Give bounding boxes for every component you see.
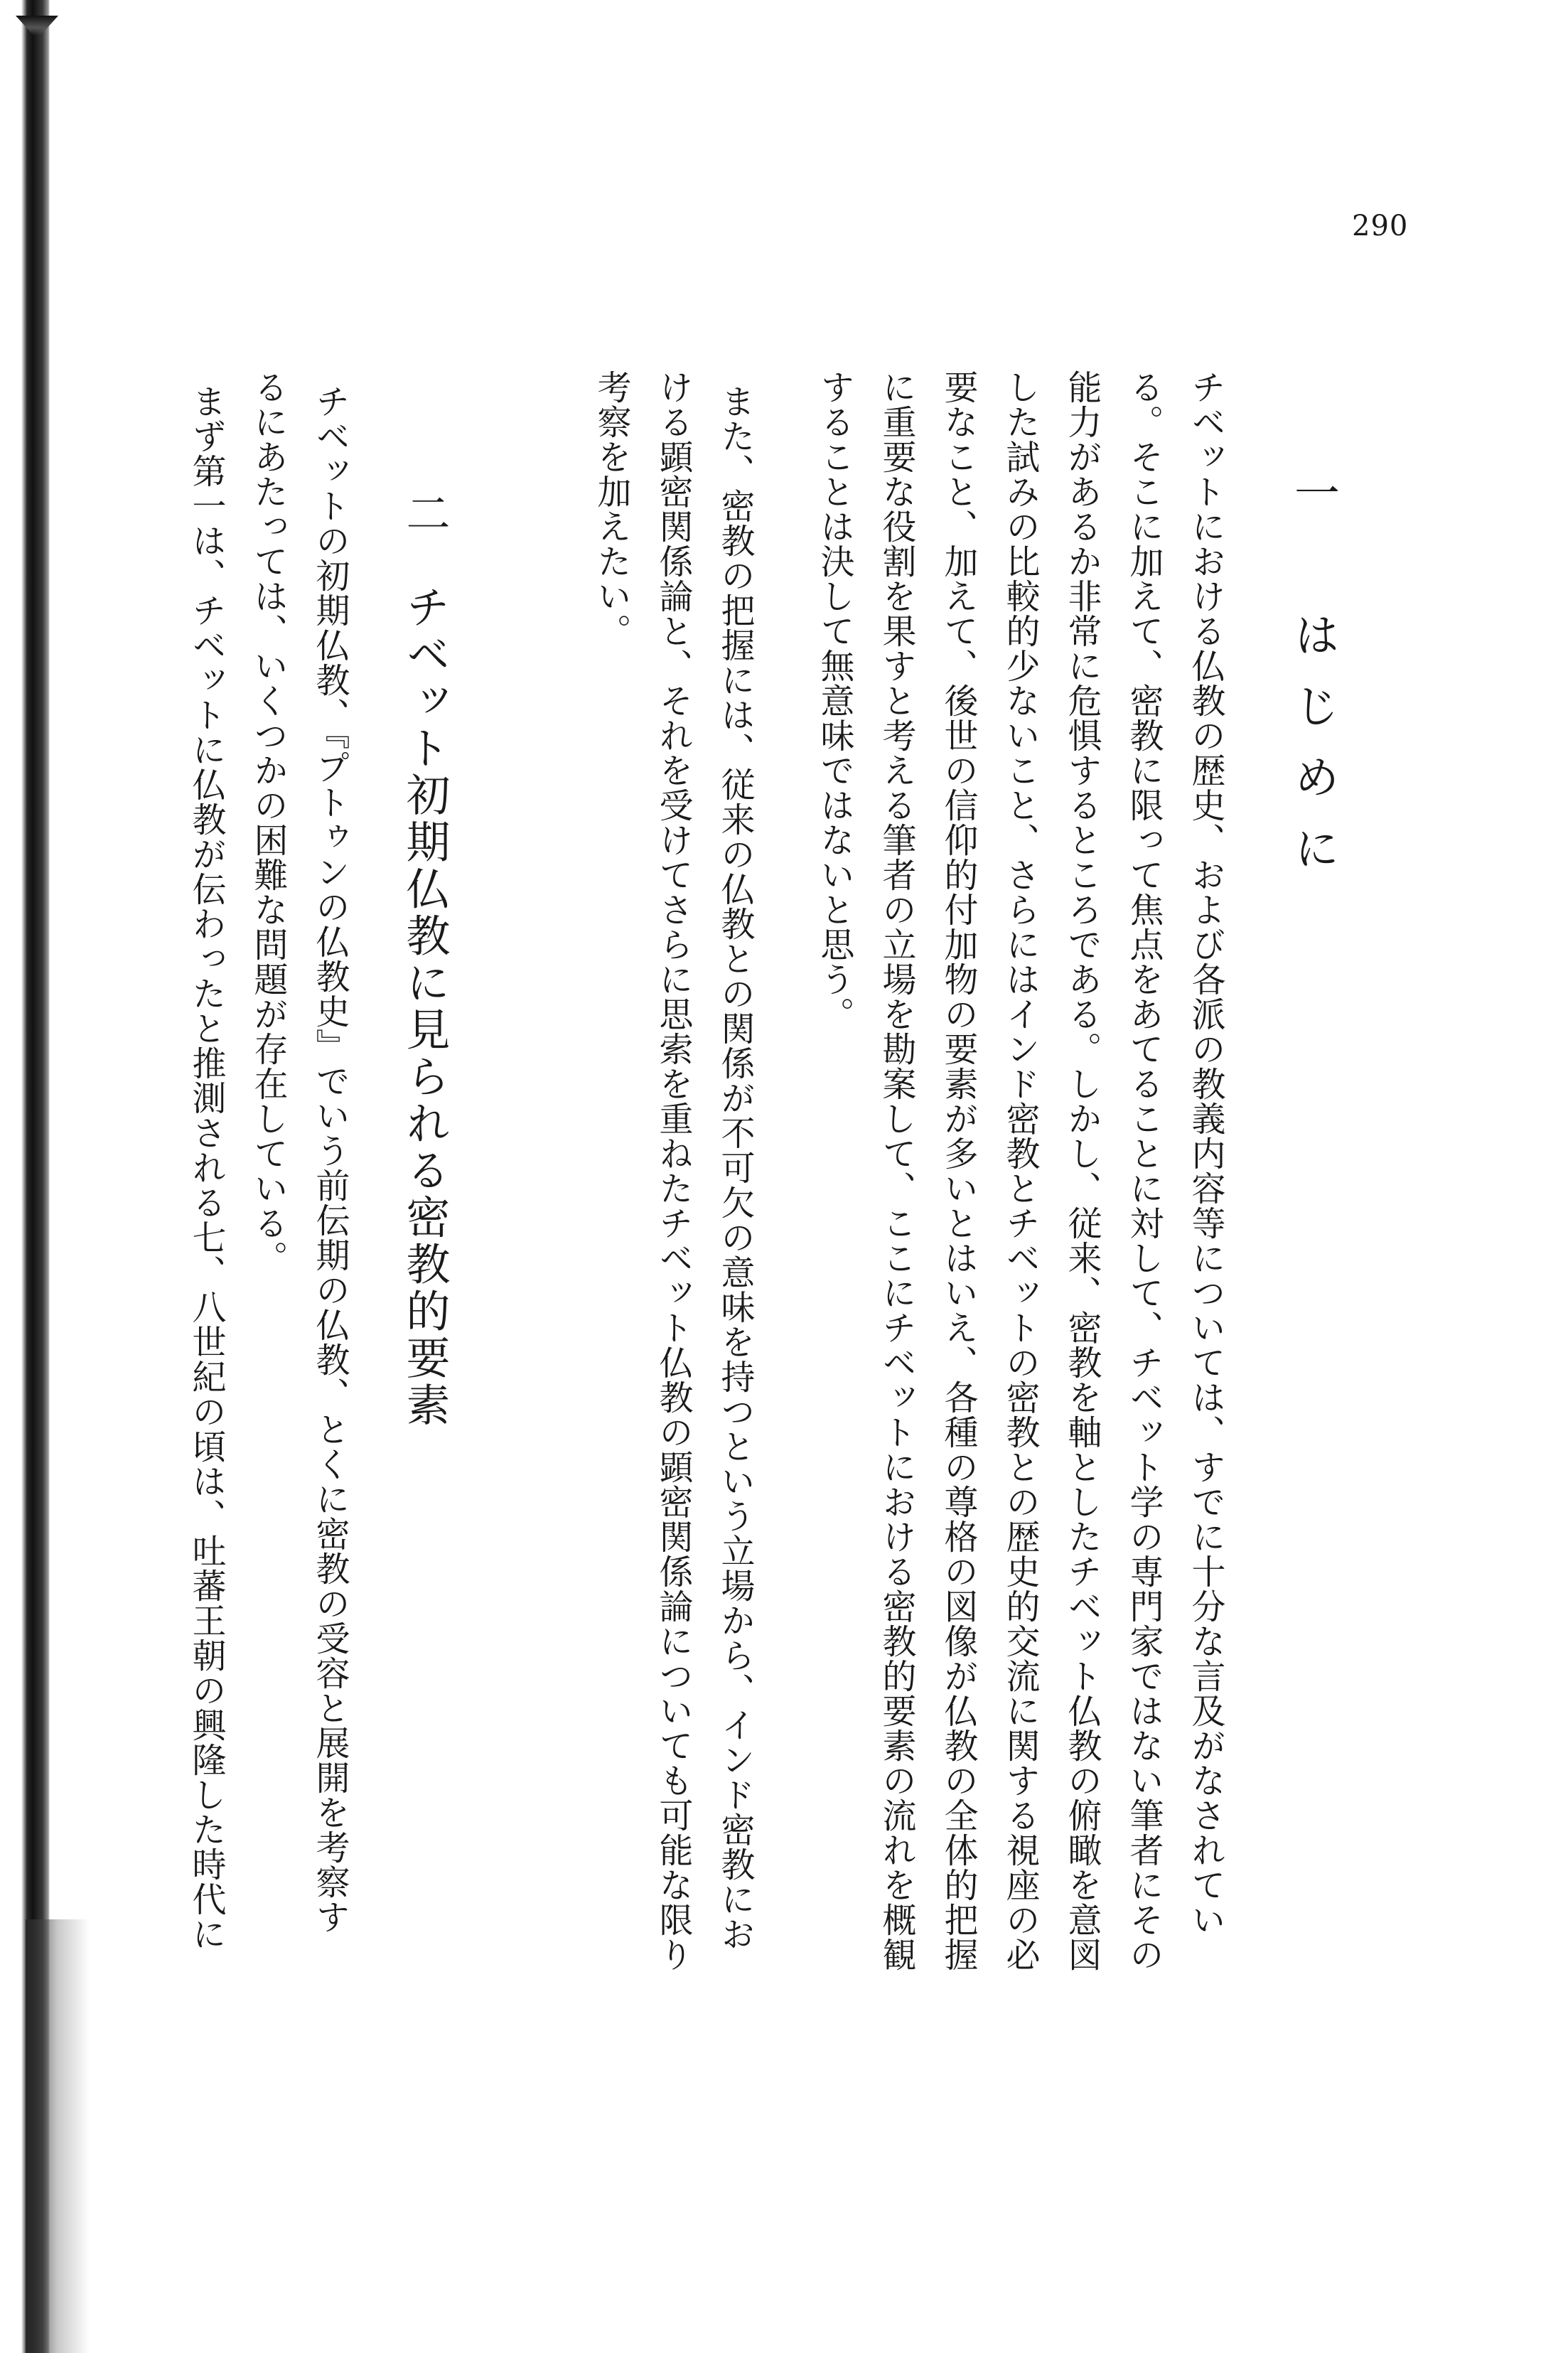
section1-line-10: 考察を加えたい。	[591, 370, 631, 648]
section1-line-9: ける顕密関係論と、それを受けてさらに思索を重ねたチベット仏教の顕密関係論についても可能な限り	[653, 370, 693, 1972]
section1-line-3: 能力があるか非常に危惧するところである。しかし、従来、密教を軸としたチベット仏教の俯瞰を意図	[1062, 370, 1102, 1972]
section-heading-introduction: 一 はじめに	[1287, 469, 1339, 896]
section-heading-early-buddhism: 二 チベット初期仏教に見られる密教的要素	[399, 491, 451, 1429]
binding-shadow	[26, 1919, 90, 2353]
section1-line-8: また、密教の把握には、従来の仏教との関係が不可欠の意味を持つという立場から、インド密教にお	[715, 384, 755, 1951]
section2-line-3: まず第一は、チベットに仏教が伝わったと推測される七、八世紀の頃は、吐蕃王朝の興隆した時代に	[186, 384, 226, 1951]
section1-line-4: した試みの比較的少ないこと、さらにはインド密教とチベットの密教との歴史的交流に関する視座の必	[1000, 370, 1040, 1972]
section1-line-6: に重要な役割を果すと考える筆者の立場を勘案して、ここにチベットにおける密教的要素の流れを概観	[876, 370, 916, 1972]
section1-line-5: 要なこと、加えて、後世の信仰的付加物の要素が多いとはいえ、各種の尊格の図像が仏教の全体的把握	[938, 370, 978, 1972]
section1-line-7: することは決して無意味ではないと思う。	[815, 370, 854, 1031]
section1-line-2: る。そこに加えて、密教に限って焦点をあてることに対して、チベット学の専門家ではない筆者にその	[1124, 370, 1164, 1972]
section2-line-2: るにあたっては、いくつかの困難な問題が存在している。	[248, 370, 288, 1275]
section2-line-1: チベットの初期仏教、『プトゥンの仏教史』でいう前伝期の仏教、とくに密教の受容と展開を考察す	[310, 384, 350, 1934]
page-number: 290	[1352, 210, 1409, 242]
section1-line-1: チベットにおける仏教の歴史、および各派の教義内容等については、すでに十分な言及がなされてい	[1186, 370, 1225, 1937]
